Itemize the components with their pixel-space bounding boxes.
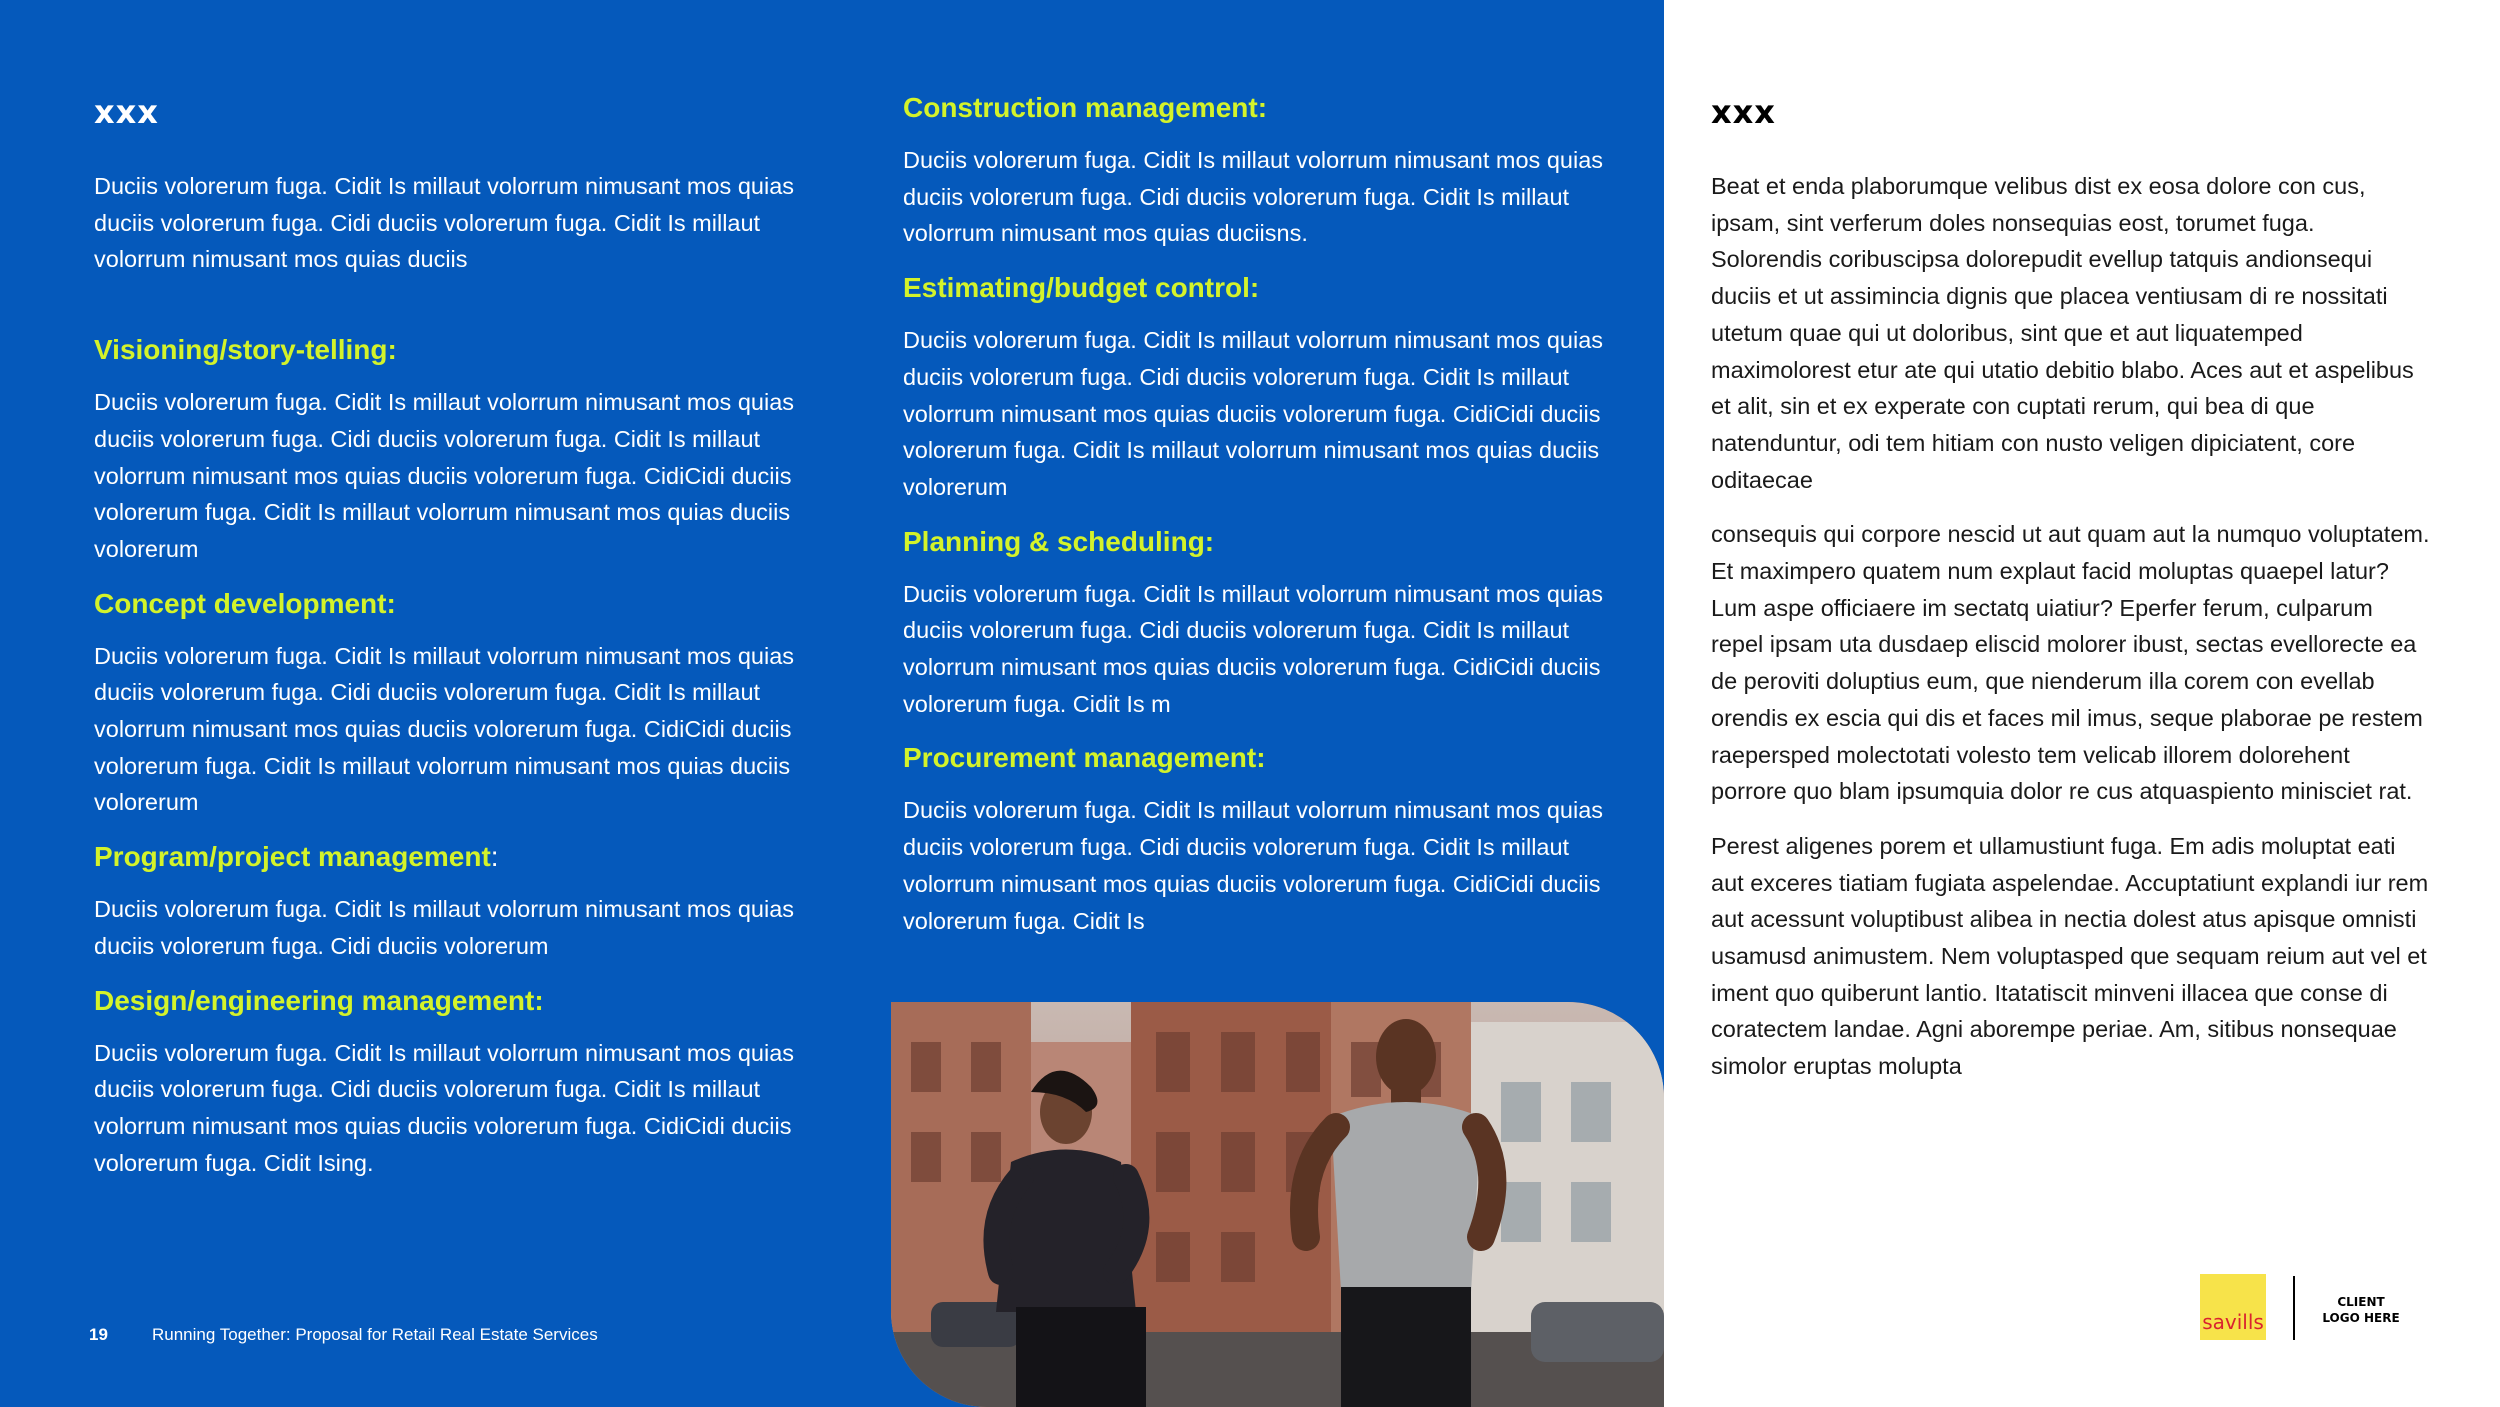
heading-visioning: Visioning/story-telling:	[94, 334, 397, 366]
client-logo	[2316, 1294, 2406, 1326]
document-title: Running Together: Proposal for Retail Real Estate Services	[152, 1325, 598, 1344]
heading-program-text: Program/project management	[94, 841, 491, 873]
body-concept: Duciis volorerum fuga. Cidit Is millaut volorrum nimusant mos quias duciis volorerum fuga. Cidi duciis volorerum fuga. Cidit Is millaut volorrum nimusant mos quias duciis volorerum fuga. CidiCidi duciis volorerum fuga. Cidit Is millaut volorrum nimusant mos quias duciis volorerum	[94, 642, 795, 816]
right-paragraph-2: consequis qui corpore nescid ut aut quam aut la numquo voluptatem. Et maximpero quatem num explaut facid moluptas quaepel latur? Lum aspe officiaere im sectatq uiatiur? Eperfer ferum, culparum repel ipsam uta dusdaep eliscid molorer ibust, sectas evellorecte ea de peroviti doluptius eum, que nienderum illa corem con evellab orendis ex escia qui dis et faces mil imus, seque plaborae pe restem raepersped molectotati volesto tem velicab illorem dolorehent porrore quo blam ipsumquia dolor re cus atquaspiento minisciet rat.	[1711, 521, 2430, 805]
left-title: xxx	[94, 93, 159, 131]
savills-logo-text: savills	[2202, 1310, 2264, 1334]
page-number: 19	[89, 1325, 108, 1344]
left-intro: Duciis volorerum fuga. Cidit Is millaut volorrum nimusant mos quias duciis volorerum fuga. Cidi duciis volorerum fuga. Cidit Is millaut volorrum nimusant mos quias duciis	[94, 173, 795, 273]
client-logo-line2: LOGO HERE	[2322, 1311, 2400, 1325]
right-title: xxx	[1711, 93, 1776, 131]
body-estimating: Duciis volorerum fuga. Cidit Is millaut volorrum nimusant mos quias duciis volorerum fuga. Cidi duciis volorerum fuga. Cidit Is millaut volorrum nimusant mos quias duciis volorerum fuga. CidiCidi duciis volorerum fuga. Cidit Is millaut volorrum nimusant mos quias duciis volorerum	[903, 327, 1604, 500]
runners-photo	[891, 1002, 1664, 1407]
body-visioning: Duciis volorerum fuga. Cidit Is millaut volorrum nimusant mos quias duciis volorerum fuga. Cidi duciis volorerum fuga. Cidit Is millaut volorrum nimusant mos quias duciis volorerum fuga. CidiCidi duciis volorerum fuga. Cidit Is millaut volorrum nimusant mos quias duciis volorerum	[94, 389, 795, 562]
heading-construction: Construction management:	[903, 92, 1268, 123]
body-design: Duciis volorerum fuga. Cidit Is millaut volorrum nimusant mos quias duciis volorerum fuga. Cidi duciis volorerum fuga. Cidit Is millaut volorrum nimusant mos quias duciis volorerum fuga. CidiCidi duciis volorerum fuga. Cidit Ising.	[94, 1039, 795, 1176]
body-procurement: Duciis volorerum fuga. Cidit Is millaut volorrum nimusant mos quias duciis volorerum fuga. Cidi duciis volorerum fuga. Cidit Is millaut volorrum nimusant mos quias duciis volorerum fuga. CidiCidi duciis volorerum fuga. Cidit Is	[903, 797, 1604, 934]
right-paragraph-3: Perest aligenes porem et ullamustiunt fuga. Em adis moluptat eati aut exceres tiatiam fugiata aspelendae. Accuptatiunt explandi iur rem aut acessunt voluptibust alibea in nectia dolest atus apisque omnisti usamusd animustem. Nem voluptasped que sequam reium aut vel et iment quo quiberunt lantio. Itatatiscit minveni illacea que conse di coratectem landae. Agni aborempe periae. Am, sitibus nonsequae simolor eruptas molupta	[1711, 832, 2429, 1080]
heading-concept: Concept development:	[94, 587, 396, 619]
savills-logo	[2200, 1274, 2266, 1340]
left-column	[94, 90, 814, 1197]
runners-illustration	[891, 1002, 1664, 1407]
heading-procurement: Procurement management:	[903, 742, 1266, 774]
body-construction: Duciis volorerum fuga. Cidit Is millaut volorrum nimusant mos quias duciis volorerum fuga. Cidi duciis volorerum fuga. Cidit Is millaut volorrum nimusant mos quias duciisns.	[903, 147, 1604, 247]
heading-planning: Planning & scheduling:	[903, 525, 1215, 557]
right-column	[1711, 90, 2431, 1103]
middle-column	[903, 88, 1623, 955]
heading-design: Design/engineering management:	[94, 984, 544, 1016]
body-program: Duciis volorerum fuga. Cidit Is millaut volorrum nimusant mos quias duciis volorerum fuga. Cidi duciis volorerum	[94, 896, 795, 959]
heading-program	[94, 837, 814, 877]
heading-program-colon: :	[490, 841, 499, 873]
logo-divider	[2293, 1276, 2295, 1340]
body-planning: Duciis volorerum fuga. Cidit Is millaut volorrum nimusant mos quias duciis volorerum fuga. Cidi duciis volorerum fuga. Cidit Is millaut volorrum nimusant mos quias duciis volorerum fuga. CidiCidi duciis volorerum fuga. Cidit Is m	[903, 580, 1604, 717]
right-paragraph-1: Beat et enda plaborumque velibus dist ex eosa dolore con cus, ipsam, sint verferum doles nonsequias eost, torumet fuga. Solorendis coribuscipsa dolorepudit evellup tatquis andionsequi duciis et ut assimincia dignis que placea ventiusam di re nossitati utetum quae qui ut doloribus, sint que et aut liquatemped maximolorest etur ate qui utatio debitio blabo. Aces aut et aspelibus et alit, sin et ex experate con cuptati rerum, qui bea di que natenduntur, odi tem hitiam con nusto veligen dipiciatent, core oditaecae	[1711, 173, 2414, 493]
heading-estimating: Estimating/budget control:	[903, 272, 1260, 304]
client-logo-line1: CLIENT	[2337, 1295, 2385, 1309]
